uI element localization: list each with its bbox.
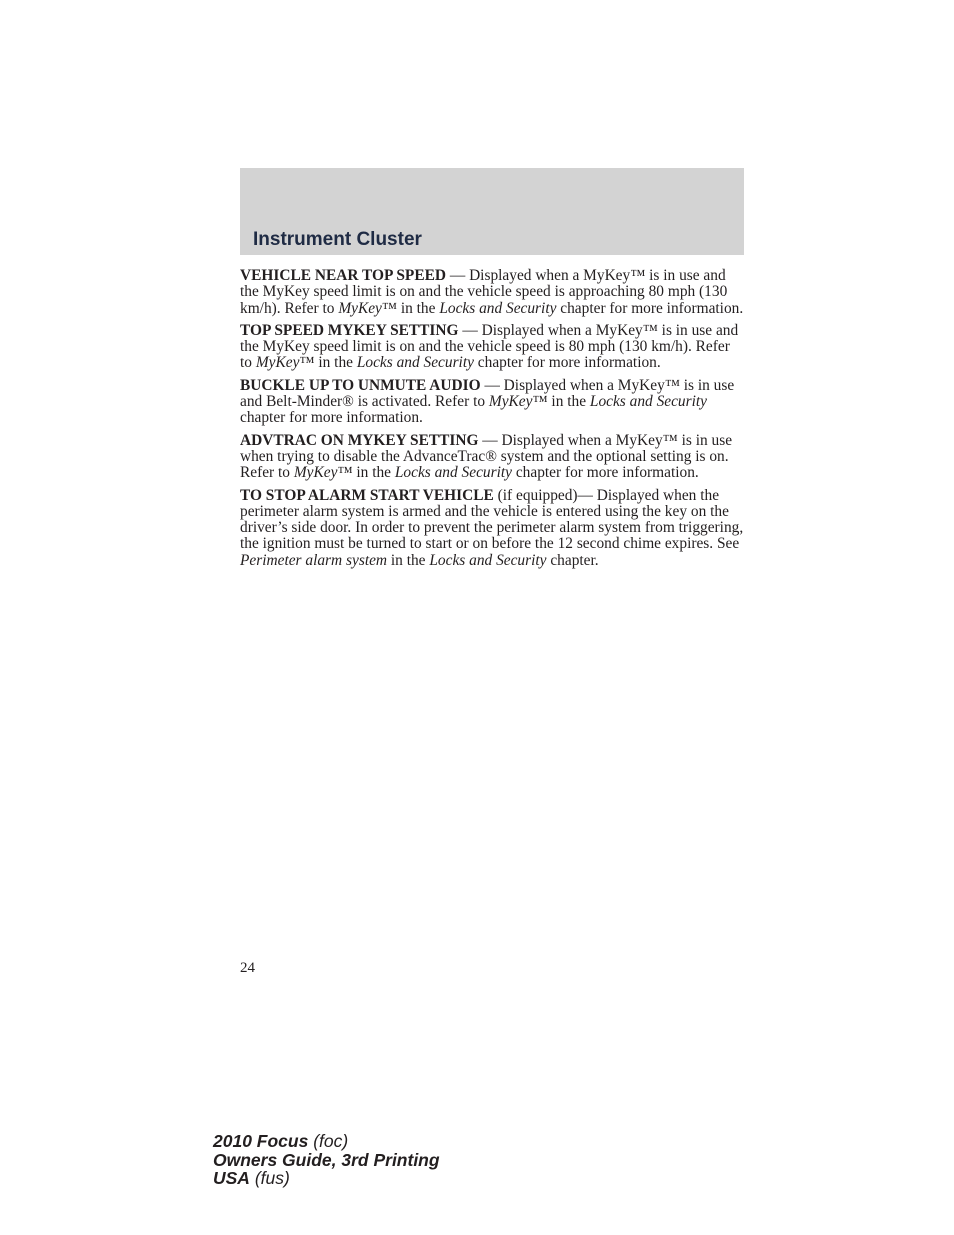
entry-text: chapter for more information.: [473, 354, 661, 372]
entry-reference: Locks and Security: [356, 354, 474, 372]
footer-region-code: (fus): [249, 1168, 290, 1188]
entry-reference: Locks and Security: [429, 551, 547, 569]
entry-reference: MyKey: [293, 464, 338, 482]
entry-text: chapter for more information.: [240, 409, 423, 427]
entry-text: — Displayed when a MyKey™ is in use and the MyKey speed limit is on and the vehicle speed is approaching 80 mph (130 km/h). Refer to: [240, 267, 728, 317]
entry-term: TOP SPEED MYKEY SETTING: [240, 321, 459, 339]
entry-reference: MyKey: [255, 354, 300, 372]
entry-reference: Perimeter alarm system: [240, 551, 388, 569]
entry-reference: MyKey: [488, 393, 533, 411]
entry-reference: Locks and Security: [439, 299, 557, 317]
entry-text: ™ in the: [532, 393, 590, 411]
section-title: Instrument Cluster: [253, 229, 422, 250]
entry-text: ™ in the: [381, 299, 440, 317]
entry-buckle-up-to-unmute-audio: [240, 378, 744, 427]
entry-text: in the: [387, 551, 430, 569]
footer-region-line: [213, 1169, 440, 1188]
entry-to-stop-alarm-start-vehicle: [240, 488, 744, 569]
entry-text: ™ in the: [299, 354, 357, 372]
entry-advtrac-on-mykey-setting: [240, 433, 744, 482]
footer-region: USA: [213, 1168, 250, 1188]
entry-reference: Locks and Security: [394, 464, 512, 482]
entry-text: — Displayed when a MyKey™ is in use and Belt-Minder® is activated. Refer to: [240, 376, 735, 411]
page-number: 24: [240, 960, 255, 976]
footer-guide: Owners Guide, 3rd Printing: [213, 1149, 440, 1170]
entry-term: VEHICLE NEAR TOP SPEED: [240, 267, 446, 284]
entry-text: (if equipped)— Displayed when the perimeter alarm system is armed and the vehicle is entered using the key on the driver’s side door. In order to prevent the perimeter alarm system from triggering, the ignition must be turned to start or on before the 12 second chime expires. See: [240, 486, 744, 553]
footer-model-line: [213, 1132, 440, 1151]
entry-top-speed-mykey-setting: [240, 323, 744, 372]
entry-term: TO STOP ALARM START VEHICLE: [240, 486, 494, 504]
entry-text: chapter for more information.: [556, 299, 744, 317]
entry-vehicle-near-top-speed: [240, 268, 744, 317]
footer-model-code: (foc): [308, 1131, 349, 1151]
entry-term: BUCKLE UP TO UNMUTE AUDIO: [240, 376, 481, 394]
footer-model: 2010 Focus: [213, 1131, 309, 1151]
entry-term: ADVTRAC ON MYKEY SETTING: [240, 431, 479, 449]
entry-text: — Displayed when a MyKey™ is in use when trying to disable the AdvanceTrac® system and the optional setting is on. Refer to: [240, 431, 733, 482]
footer-guide-line: [213, 1151, 440, 1170]
entry-text: ™ in the: [337, 464, 395, 482]
entry-text: chapter.: [546, 551, 599, 569]
entry-reference: Locks and Security: [589, 393, 708, 411]
entry-reference: MyKey: [338, 299, 382, 317]
footer: [213, 1132, 440, 1188]
section-header-band: [240, 168, 744, 255]
entry-text: — Displayed when a MyKey™ is in use and the MyKey speed limit is on and the vehicle speed is 80 mph (130 km/h). Refer to: [240, 321, 739, 372]
entry-text: chapter for more information.: [511, 464, 699, 482]
body-text: [240, 268, 744, 575]
